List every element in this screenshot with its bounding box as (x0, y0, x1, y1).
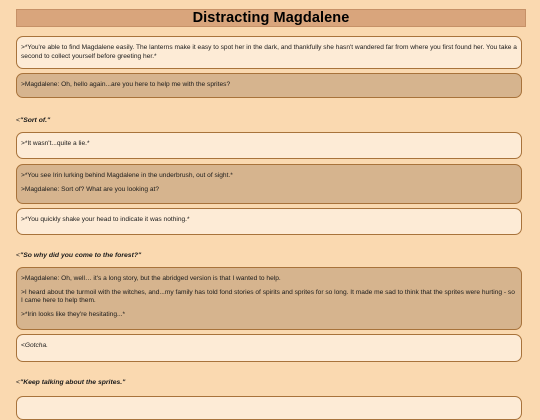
choice-text: "Keep talking about the sprites." (19, 379, 126, 386)
dialogue-box (16, 267, 522, 330)
entry-line: >Magdalene: Oh, well… it's a long story, but the abridged version is that I wanted to help. (21, 275, 281, 282)
player-choice[interactable] (16, 116, 50, 125)
choice-prefix: < (16, 252, 20, 259)
player-choice[interactable] (16, 378, 125, 387)
entry-line: >Magdalene: Sort of? What are you looking at? (21, 185, 160, 193)
entry-line: >*You see Irin lurking behind Magdalene in the underbrush, out of sight.* (21, 172, 233, 179)
response-prefix: < (21, 342, 25, 349)
narration-box (16, 36, 522, 69)
entry-line: >Magdalene: Oh, hello again...are you here to help me with the sprites? (21, 81, 231, 88)
narration-box (16, 132, 522, 159)
narration-box (16, 208, 522, 235)
entry-line: >*You quickly shake your head to indicate it was nothing.* (21, 216, 190, 223)
narration-box-partial (16, 396, 522, 420)
page-title: Distracting Magdalene (192, 10, 350, 26)
choice-prefix: < (16, 117, 20, 124)
entry-line: >*Irin looks like they're hesitating...* (21, 310, 126, 318)
dialogue-box (16, 73, 522, 98)
response-text: Gotcha. (24, 342, 48, 349)
player-choice[interactable] (16, 251, 141, 260)
dialogue-box (16, 164, 522, 204)
player-response-box (16, 334, 522, 362)
choice-text: "So why did you come to the forest?" (19, 252, 142, 259)
entry-line: >*You're able to find Magdalene easily. The lanterns make it easy to spot her in the dark, and thankfully she hasn't wandered far from where you first found her. You take a second to collect yourself before greeting her.* (21, 44, 517, 60)
entry-line: >I heard about the turmoil with the witches, and...my family has told fond stories of spirits and sprites for so long. It made me sad to think that the sprites were hurting - so I came here to help them. (21, 288, 515, 305)
page-title-bar (16, 9, 526, 27)
choice-text: "Sort of." (19, 117, 51, 124)
entry-line: >*It wasn't...quite a lie.* (21, 140, 90, 147)
choice-prefix: < (16, 379, 20, 386)
